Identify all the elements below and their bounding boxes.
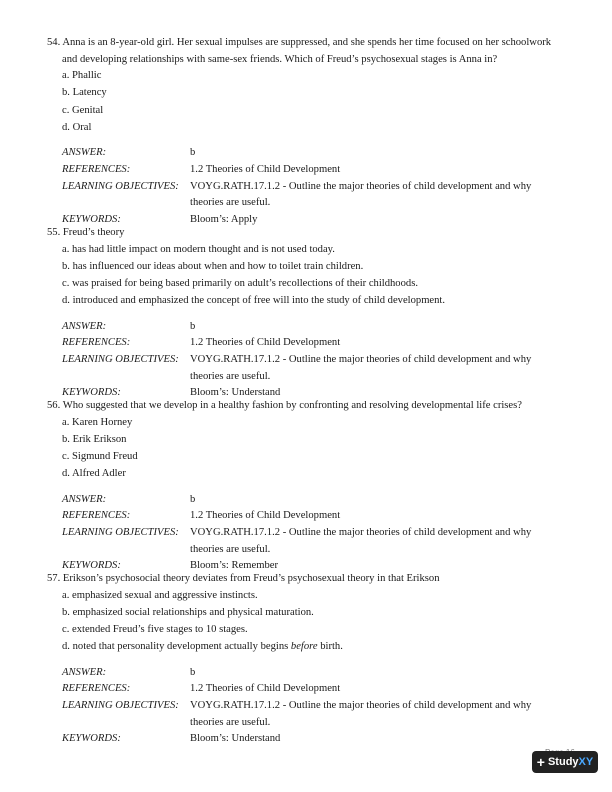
objectives-line-1: VOYG.RATH.17.1.2 - Outline the major theories of child development and why [190, 353, 532, 365]
option-a: a. Phallic [62, 70, 102, 82]
question-text: Erikson’s psychosocial theory deviates from Freud’s psychosexual theory in that Erikson [62, 573, 440, 584]
question-number: 55. [47, 227, 61, 238]
question-57 [47, 571, 567, 748]
objectives-value [190, 352, 550, 385]
option-c: c. Genital [62, 104, 104, 116]
option-c: c. Sigmund Freud [62, 450, 138, 462]
question-55 [47, 225, 567, 402]
objectives-line-2: theories are useful. [190, 370, 271, 382]
keywords-value: Bloom’s: Remember [190, 560, 278, 572]
plus-icon: + [536, 753, 545, 770]
question-stem [47, 571, 567, 588]
objectives-line-1: VOYG.RATH.17.1.2 - Outline the major theories of child development and why [190, 526, 532, 538]
answer-label: ANSWER: [62, 147, 107, 159]
objectives-value [190, 179, 550, 212]
objectives-line-2: theories are useful. [190, 716, 271, 728]
option-b: b. Latency [62, 87, 107, 99]
keywords-label: KEYWORDS: [62, 560, 121, 572]
answer-value: b [190, 320, 196, 332]
option-b: b. emphasized social relationships and physical maturation. [62, 606, 314, 618]
answer-label: ANSWER: [62, 320, 107, 332]
keywords-value: Bloom’s: Understand [190, 733, 281, 745]
objectives-line-1: VOYG.RATH.17.1.2 - Outline the major theories of child development and why [190, 699, 532, 711]
option-b: b. has influenced our ideas about when and how to toilet train children. [62, 260, 364, 272]
answer-metadata [47, 492, 567, 575]
objectives-value [190, 525, 550, 558]
keywords-value: Bloom’s: Understand [190, 387, 281, 399]
references-label: REFERENCES: [62, 510, 131, 522]
question-54 [47, 35, 567, 228]
options-list [47, 68, 567, 136]
option-a: a. has had little impact on modern thought and is not used today. [62, 243, 335, 255]
brand-suffix: XY [578, 755, 594, 768]
objectives-label: LEARNING OBJECTIVES: [62, 699, 179, 711]
objectives-label: LEARNING OBJECTIVES: [62, 353, 179, 365]
question-number: 54. [47, 37, 61, 48]
option-d-emphasis: before [290, 641, 318, 653]
references-value: 1.2 Theories of Child Development [190, 337, 341, 349]
objectives-line-2: theories are useful. [190, 197, 271, 209]
question-stem [47, 35, 567, 52]
option-c: c. was praised for being based primarily on adult’s recollections of their childhoods. [62, 277, 418, 289]
brand-prefix: Study [547, 755, 579, 768]
answer-value: b [190, 147, 196, 159]
references-value: 1.2 Theories of Child Development [190, 683, 341, 695]
objectives-line-1: VOYG.RATH.17.1.2 - Outline the major theories of child development and why [190, 180, 532, 192]
references-value: 1.2 Theories of Child Development [190, 510, 341, 522]
options-list [47, 415, 567, 483]
answer-label: ANSWER: [62, 493, 107, 505]
option-d: d. Oral [62, 121, 92, 133]
option-a: a. Karen Horney [62, 416, 133, 428]
question-text: Anna is an 8-year-old girl. Her sexual impulses are suppressed, and she spends her time focused on her schoolwork [62, 37, 552, 48]
references-label: REFERENCES: [62, 163, 131, 175]
objectives-label: LEARNING OBJECTIVES: [62, 526, 179, 538]
answer-metadata [47, 145, 567, 228]
answer-label: ANSWER: [62, 666, 107, 678]
question-text-continued: and developing relationships with same-sex friends. Which of Freud’s psychosexual stages is Anna in? [62, 53, 498, 65]
question-text: Freud’s theory [62, 227, 125, 238]
question-number: 57. [47, 573, 61, 584]
studyxy-badge[interactable] [532, 751, 598, 773]
keywords-label: KEYWORDS: [62, 733, 121, 745]
option-d-text-end: birth. [317, 641, 343, 653]
option-a: a. emphasized sexual and aggressive instincts. [62, 589, 258, 601]
options-list [47, 588, 567, 656]
answer-value: b [190, 666, 196, 678]
question-stem [47, 398, 567, 415]
objectives-line-2: theories are useful. [190, 543, 271, 555]
option-d: d. introduced and emphasized the concept of free will into the study of child development. [62, 295, 446, 307]
question-text: Who suggested that we develop in a healthy fashion by confronting and resolving developmental life crises? [62, 400, 522, 411]
answer-metadata [47, 665, 567, 748]
option-b: b. Erik Erikson [62, 433, 127, 445]
keywords-value: Bloom’s: Apply [190, 213, 258, 225]
option-d [47, 639, 567, 656]
references-value: 1.2 Theories of Child Development [190, 163, 341, 175]
option-d: d. Alfred Adler [62, 468, 126, 480]
objectives-value [190, 698, 550, 731]
keywords-label: KEYWORDS: [62, 213, 121, 225]
option-d-text: d. noted that personality development actually begins [62, 641, 291, 653]
objectives-label: LEARNING OBJECTIVES: [62, 180, 179, 192]
answer-value: b [190, 493, 196, 505]
question-stem [47, 225, 567, 242]
answer-metadata [47, 319, 567, 402]
references-label: REFERENCES: [62, 337, 131, 349]
option-c: c. extended Freud’s five stages to 10 stages. [62, 623, 248, 635]
options-list [47, 242, 567, 310]
keywords-label: KEYWORDS: [62, 387, 121, 399]
references-label: REFERENCES: [62, 683, 131, 695]
question-number: 56. [47, 400, 61, 411]
question-56 [47, 398, 567, 575]
